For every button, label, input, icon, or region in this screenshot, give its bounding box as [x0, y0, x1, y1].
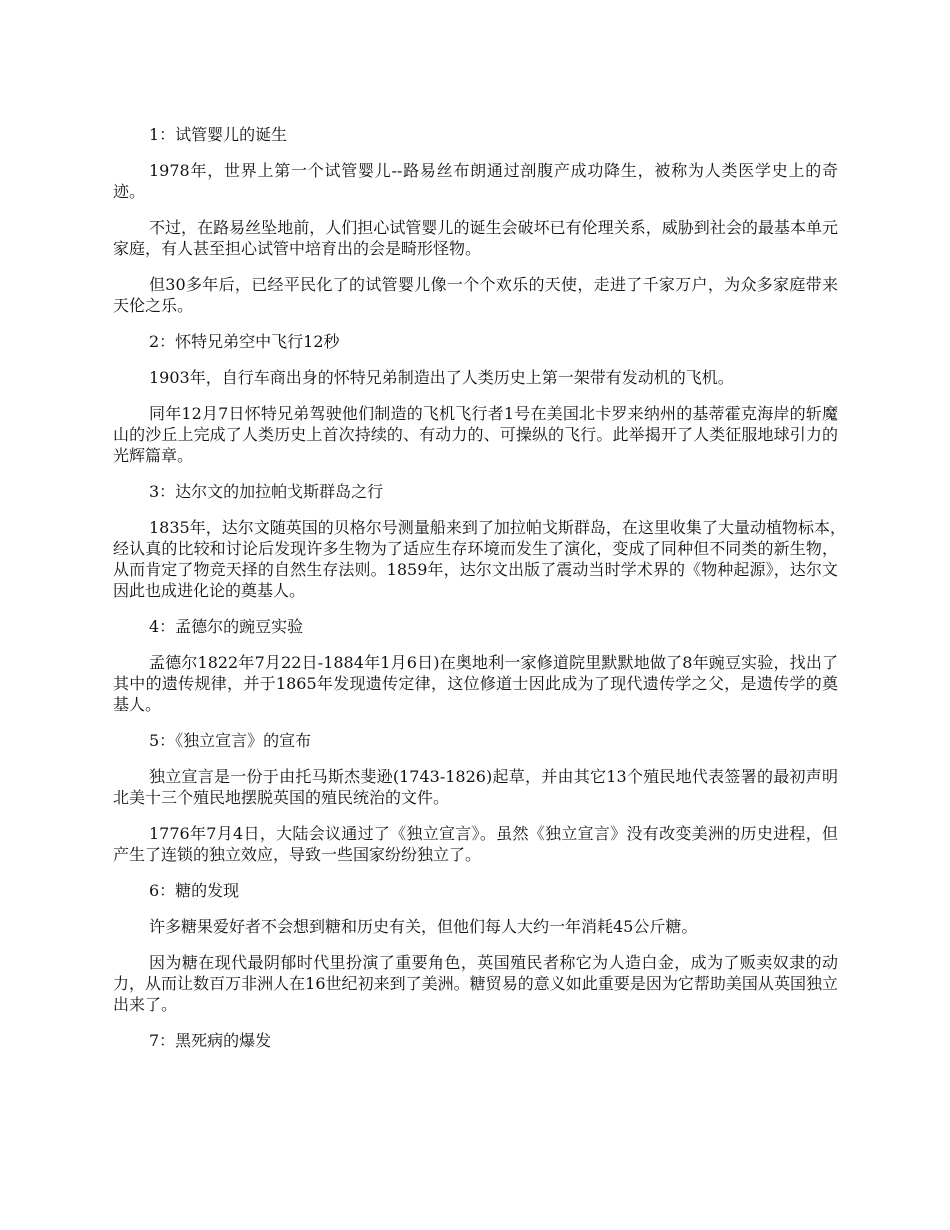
section-heading: 6：糖的发现: [149, 881, 240, 900]
paragraph: 同年12月7日怀特兄弟驾驶他们制造的飞机飞行者1号在美国北卡罗来纳州的基蒂霍克海岸的斩魔山的沙丘上完成了人类历史上首次持续的、有动力的、可操纵的飞行。此举揭开了人类征服地球引力的光辉篇章。: [113, 404, 838, 465]
document-body: [113, 124, 871, 1066]
paragraph: 不过，在路易丝坠地前，人们担心试管婴儿的诞生会破坏已有伦理关系，威胁到社会的最基本单元家庭，有人甚至担心试管中培育出的会是畸形怪物。: [113, 218, 838, 258]
section-heading: 1：试管婴儿的诞生: [149, 125, 288, 144]
paragraph: 独立宣言是一份于由托马斯杰斐逊(1743-1826)起草，并由其它13个殖民地代表签署的最初声明北美十三个殖民地摆脱英国的殖民统治的文件。: [113, 767, 838, 807]
section-heading: 3：达尔文的加拉帕戈斯群岛之行: [149, 482, 384, 501]
paragraph: 许多糖果爱好者不会想到糖和历史有关，但他们每人大约一年消耗45公斤糖。: [149, 917, 698, 936]
paragraph: 1903年，自行车商出身的怀特兄弟制造出了人类历史上第一架带有发动机的飞机。: [149, 368, 734, 387]
section-heading: 2：怀特兄弟空中飞行12秒: [149, 332, 340, 351]
section-heading: 7：黑死病的爆发: [149, 1031, 272, 1050]
section-heading: 4：孟德尔的豌豆实验: [149, 617, 304, 636]
section-heading: 5：《独立宣言》的宣布: [149, 731, 312, 750]
paragraph: 1776年7月4日，大陆会议通过了《独立宣言》。虽然《独立宣言》没有改变美洲的历史进程，但产生了连锁的独立效应，导致一些国家纷纷独立了。: [113, 824, 838, 864]
paragraph: 但30多年后，已经平民化了的试管婴儿像一个个欢乐的天使，走进了千家万户，为众多家庭带来天伦之乐。: [113, 275, 838, 315]
paragraph: 1978年，世界上第一个试管婴儿--路易丝布朗通过剖腹产成功降生，被称为人类医学史上的奇迹。: [113, 161, 838, 201]
paragraph: 因为糖在现代最阴郁时代里扮演了重要角色，英国殖民者称它为人造白金，成为了贩卖奴隶的动力，从而让数百万非洲人在16世纪初来到了美洲。糖贸易的意义如此重要是因为它帮助美国从英国独立出来了。: [113, 953, 838, 1014]
paragraph: 1835年，达尔文随英国的贝格尔号测量船来到了加拉帕戈斯群岛，在这里收集了大量动植物标本， 经认真的比较和讨论后发现许多生物为了适应生存环境而发生了演化，变成了同种但不同类的新生物，从而肯定了物竞天择的自然生存法则。1859年，达尔文出版了震动当时学术界的《物种起源》，达尔文因此也成进化论的奠基人。: [113, 518, 871, 600]
paragraph: 孟德尔1822年7月22日-1884年1月6日)在奥地利一家修道院里默默地做了8年豌豆实验，找出了其中的遗传规律，并于1865年发现遗传定律，这位修道士因此成为了现代遗传学之父，是遗传学的奠基人。: [113, 653, 838, 714]
